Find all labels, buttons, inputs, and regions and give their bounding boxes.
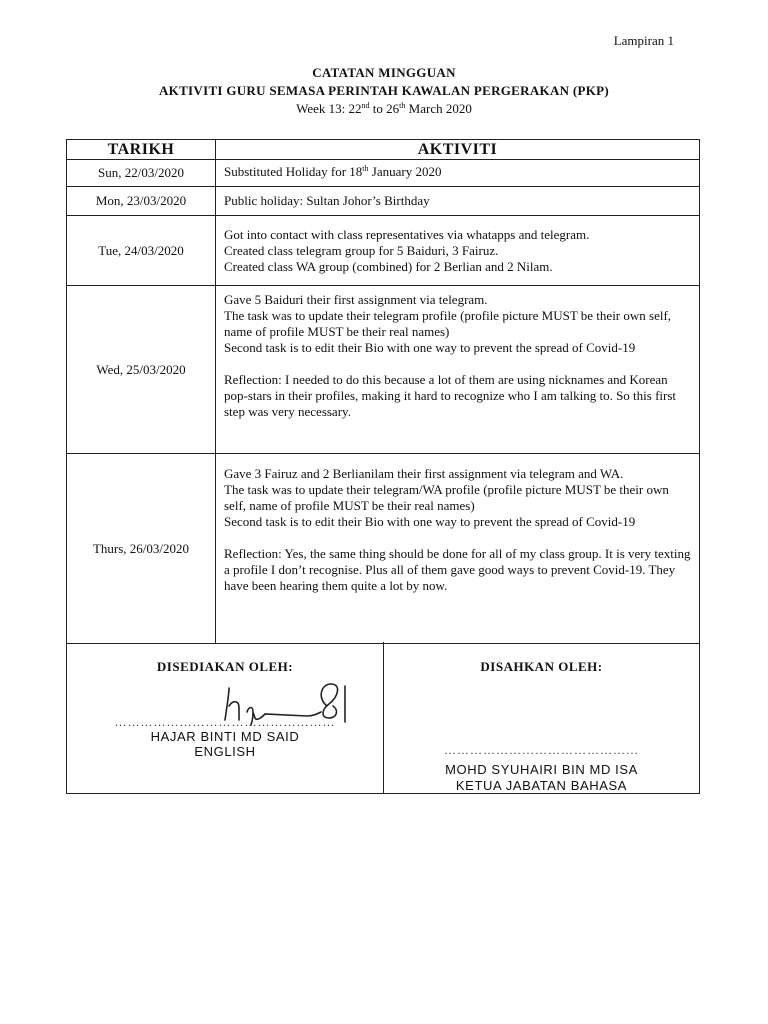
activity-line: Second task is to edit their Bio with one way to prevent the spread of Covid-19 [224,340,636,355]
activity-text: Substituted Holiday for 18 [224,164,363,179]
table-row [67,160,700,187]
doc-subtitle: AKTIVITI GURU SEMASA PERINTAH KAWALAN PERGERAKAN (PKP) [158,83,610,98]
reflection-text: Reflection: Yes, the same thing should be done for all of my class group. It is very texting a profile I don’t recognise. Plus all of them gave good ways to prevent Covid-19. They have been hearing them quite a lot by now. [224,546,691,593]
prepared-by-heading: DISEDIAKAN OLEH: [156,659,294,674]
row-date: Tue, 24/03/2020 [67,216,216,286]
signature-section [66,642,700,794]
activity-line: Gave 5 Baiduri their first assignment via telegram. [224,292,488,307]
activity-line: Got into contact with class representatives via whatapps and telegram. [224,226,590,242]
table-row [67,216,700,286]
reflection-text: Reflection: I needed to do this because a lot of them are using nicknames and Korean pop-stars in their profiles, making it hard to recognize who I am talking to. So this first step was very necessary. [224,372,677,419]
row-date: Thurs, 26/03/2020 [67,454,216,644]
preparer-name: HAJAR BINTI MD SAID [150,729,300,744]
preparer-title: ENGLISH [194,744,256,759]
activity-sup: th [362,164,369,173]
activity-line: The task was to update their telegram/WA profile (profile picture MUST be their own self, name of profile MUST be their real names) [224,482,669,513]
table-row [67,454,700,644]
approved-by-box [384,642,699,793]
row-activity [216,216,700,286]
week-text-mid: to 26 [369,101,400,116]
activity-text-end: January 2020 [368,164,442,179]
activity-line: The task was to update their telegram profile (profile picture MUST be their own self, name of profile MUST be their real names) [224,308,672,339]
table-header-row [67,140,700,160]
row-activity [216,160,700,187]
activity-line: Second task is to edit their Bio with one way to prevent the spread of Covid-19 [224,514,636,529]
row-activity [216,286,700,454]
activity-line: Created class telegram group for 5 Baiduri, 3 Fairuz. [224,242,499,258]
col-header-tarikh: TARIKH [67,140,216,160]
col-header-aktiviti: AKTIVITI [216,140,700,160]
row-activity: Public holiday: Sultan Johor’s Birthday [216,187,700,216]
table-row [67,286,700,454]
row-date: Wed, 25/03/2020 [67,286,216,454]
approver-title: KETUA JABATAN BAHASA [455,778,628,793]
activity-table [66,139,700,644]
approver-name: MOHD SYUHAIRI BIN MD ISA [445,762,638,777]
week-sup-nd: nd [361,101,370,110]
attachment-label: Lampiran 1 [613,33,674,48]
document-header [0,64,768,118]
week-sup-th: th [399,101,406,110]
row-activity [216,454,700,644]
table-row [67,187,700,216]
week-line [0,100,768,118]
week-text-start: Week 13: 22 [296,101,362,116]
row-date: Mon, 23/03/2020 [67,187,216,216]
approved-by-heading: DISAHKAN OLEH: [480,659,603,674]
activity-line: Gave 3 Fairuz and 2 Berlianilam their first assignment via telegram and WA. [224,466,624,481]
signature-line: …………………………………………… [114,715,336,729]
signature-line: ……………………………………… [444,743,639,757]
week-text-end: March 2020 [405,101,472,116]
prepared-by-box [67,642,384,793]
activity-line: Created class WA group (combined) for 2 Berlian and 2 Nilam. [224,258,553,274]
doc-title: CATATAN MINGGUAN [312,65,456,80]
row-date: Sun, 22/03/2020 [67,160,216,187]
